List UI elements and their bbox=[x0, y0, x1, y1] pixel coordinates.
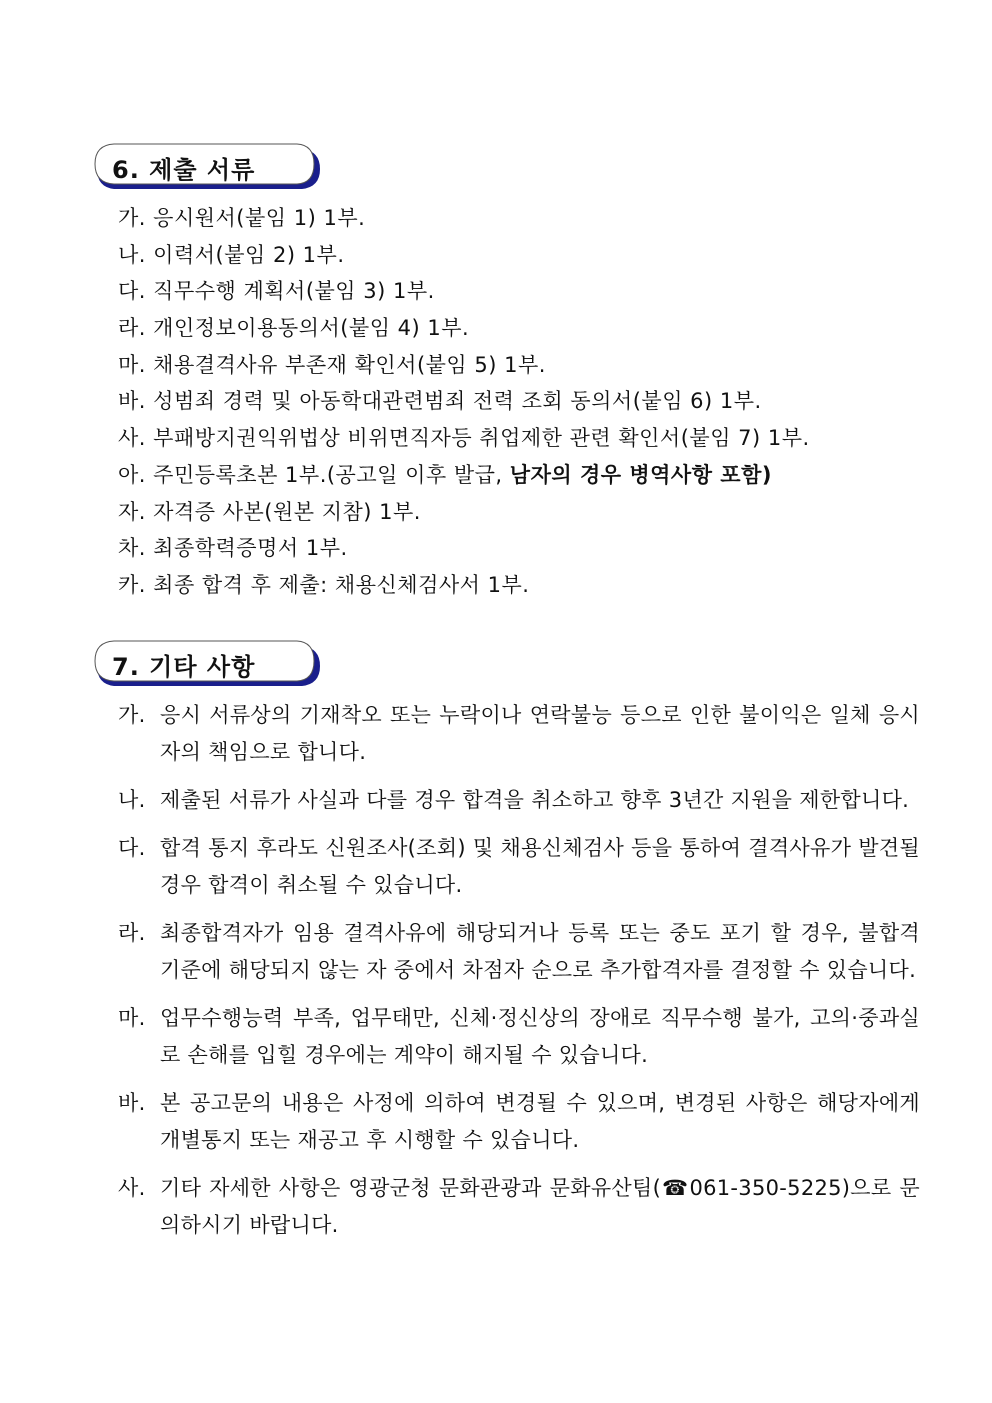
list-item: 마. 업무수행능력 부족, 업무태만, 신체·정신상의 장애로 직무수행 불가, 고의·중과실로 손해를 입힐 경우에는 계약이 해지될 수 있습니다. bbox=[118, 1006, 920, 1067]
list-item: 라. 최종합격자가 임용 결격사유에 해당되거나 등록 또는 중도 포기 할 경우, 불합격 기준에 해당되지 않는 자 중에서 차점자 순으로 추가합격자를 결정할 수 있습니다. bbox=[118, 921, 920, 982]
list-item: 나. 이력서(붙임 2) 1부. bbox=[118, 242, 345, 267]
bold-note: 남자의 경우 병역사항 포함) bbox=[509, 462, 772, 487]
section-6-list bbox=[118, 200, 938, 604]
list-item: 다. 합격 통지 후라도 신원조사(조회) 및 채용신체검사 등을 통하여 결격사유가 발견될 경우 합격이 취소될 수 있습니다. bbox=[118, 836, 920, 897]
list-item: 마. 채용결격사유 부존재 확인서(붙임 5) 1부. bbox=[118, 352, 546, 377]
list-item: 가. 응시원서(붙임 1) 1부. bbox=[118, 206, 366, 230]
list-item: 아. 주민등록초본 1부.(공고일 이후 발급, 남자의 경우 병역사항 포함) bbox=[118, 462, 772, 487]
list-item: 차. 최종학력증명서 1부. bbox=[118, 536, 348, 561]
section-7-heading bbox=[92, 638, 322, 688]
list-item: 카. 최종 합격 후 제출: 채용신체검사서 1부. bbox=[118, 572, 530, 597]
list-item: 자. 자격증 사본(원본 지참) 1부. bbox=[118, 499, 421, 524]
list-item: 사. 기타 자세한 사항은 영광군청 문화관광과 문화유산팀(☎061-350-5225)으로 문의하시기 바랍니다. bbox=[118, 1176, 920, 1237]
list-item: 라. 개인정보이용동의서(붙임 4) 1부. bbox=[118, 316, 470, 341]
list-item: 가. 응시 서류상의 기재착오 또는 누락이나 연락불능 등으로 인한 불이익은 일체 응시자의 책임으로 합니다. bbox=[118, 703, 920, 764]
list-item: 다. 직무수행 계획서(붙임 3) 1부. bbox=[118, 279, 435, 304]
list-item: 나. 제출된 서류가 사실과 다를 경우 합격을 취소하고 향후 3년간 지원을 제한합니다. bbox=[118, 788, 910, 812]
list-item: 바. 본 공고문의 내용은 사정에 의하여 변경될 수 있으며, 변경된 사항은 해당자에게 개별통지 또는 재공고 후 시행할 수 있습니다. bbox=[118, 1091, 920, 1152]
list-item: 사. 부패방지권익위법상 비위면직자등 취업제한 관련 확인서(붙임 7) 1부. bbox=[118, 426, 810, 451]
section-7-title: 7. 기타 사항 bbox=[112, 653, 256, 681]
section-6-title: 6. 제출 서류 bbox=[112, 156, 256, 184]
section-6-heading bbox=[92, 141, 322, 191]
section-7-list bbox=[118, 697, 920, 1255]
list-item: 바. 성범죄 경력 및 아동학대관련범죄 전력 조회 동의서(붙임 6) 1부. bbox=[118, 389, 762, 414]
